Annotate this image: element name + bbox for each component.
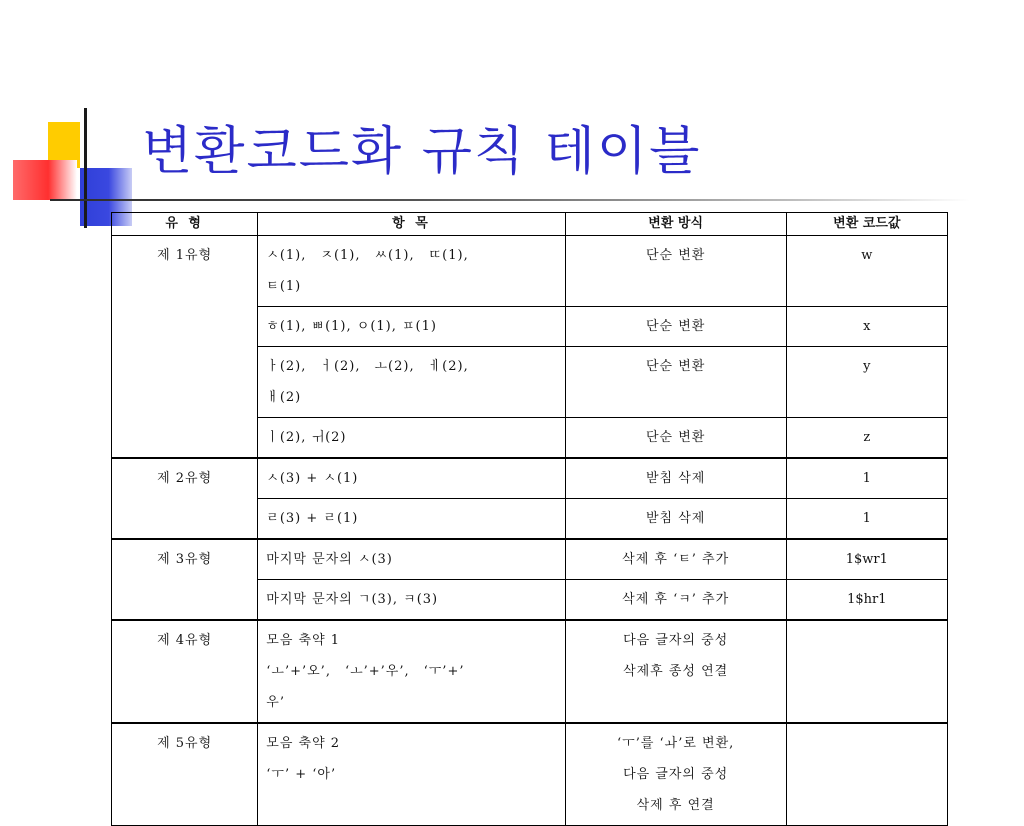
header-code: 변환 코드값 bbox=[786, 213, 947, 236]
code-cell: 1$hr1 bbox=[786, 580, 947, 621]
slide-title: 변환코드화 규칙 테이블 bbox=[142, 122, 702, 182]
method-cell: 삭제 후 ‘ㅌ’ 추가 bbox=[565, 539, 786, 580]
table-header-row bbox=[112, 213, 948, 236]
type-cell: 제 4유형 bbox=[112, 620, 258, 723]
decor-horizontal-rule bbox=[50, 199, 970, 201]
type-cell: 제 2유형 bbox=[112, 458, 258, 499]
code-cell: w bbox=[786, 236, 947, 307]
method-cell: 받침 삭제 bbox=[565, 499, 786, 540]
header-type: 유 형 bbox=[112, 213, 258, 236]
type-cell bbox=[112, 347, 258, 418]
method-cell: 삭제 후 ‘ㅋ’ 추가 bbox=[565, 580, 786, 621]
table-row bbox=[112, 723, 948, 826]
table-row bbox=[112, 458, 948, 499]
type-cell: 제 3유형 bbox=[112, 539, 258, 580]
type-cell bbox=[112, 418, 258, 459]
type-cell: 제 5유형 bbox=[112, 723, 258, 826]
code-cell bbox=[786, 620, 947, 723]
table-row bbox=[112, 580, 948, 621]
code-cell: 1 bbox=[786, 458, 947, 499]
code-cell bbox=[786, 723, 947, 826]
table-row bbox=[112, 347, 948, 418]
item-cell: 모음 축약 2 ‘ㅜ’ + ‘아’ bbox=[258, 723, 565, 826]
table-row bbox=[112, 499, 948, 540]
code-cell: z bbox=[786, 418, 947, 459]
method-cell: 단순 변환 bbox=[565, 236, 786, 307]
item-cell: 마지막 문자의 ㅅ(3) bbox=[258, 539, 565, 580]
item-cell: ㅅ(3) + ㅅ(1) bbox=[258, 458, 565, 499]
code-cell: 1$wr1 bbox=[786, 539, 947, 580]
item-cell: ㅎ(1), ㅃ(1), ㅇ(1), ㅍ(1) bbox=[258, 307, 565, 347]
table-row bbox=[112, 620, 948, 723]
method-cell: 다음 글자의 중성 삭제후 종성 연결 bbox=[565, 620, 786, 723]
code-cell: 1 bbox=[786, 499, 947, 540]
conversion-rule-table bbox=[111, 212, 948, 826]
method-cell: 단순 변환 bbox=[565, 347, 786, 418]
table-row bbox=[112, 418, 948, 459]
item-cell: 모음 축약 1 ‘ㅗ’+’오’, ‘ㅗ’+’우’, ‘ㅜ’+’ 우’ bbox=[258, 620, 565, 723]
type-cell bbox=[112, 499, 258, 540]
table-row bbox=[112, 236, 948, 307]
item-cell: ㅅ(1), ㅈ(1), ㅆ(1), ㄸ(1), ㅌ(1) bbox=[258, 236, 565, 307]
method-cell: 단순 변환 bbox=[565, 418, 786, 459]
decor-vertical-line bbox=[84, 108, 87, 228]
type-cell bbox=[112, 307, 258, 347]
method-cell: 단순 변환 bbox=[565, 307, 786, 347]
type-cell: 제 1유형 bbox=[112, 236, 258, 307]
code-cell: x bbox=[786, 307, 947, 347]
item-cell: 마지막 문자의 ㄱ(3), ㅋ(3) bbox=[258, 580, 565, 621]
method-cell: 받침 삭제 bbox=[565, 458, 786, 499]
item-cell: ㄹ(3) + ㄹ(1) bbox=[258, 499, 565, 540]
method-cell: ‘ㅜ’를 ‘ㅘ’로 변환, 다음 글자의 중성 삭제 후 연결 bbox=[565, 723, 786, 826]
decor-red-square bbox=[13, 160, 77, 200]
header-item: 항 목 bbox=[258, 213, 565, 236]
table-row bbox=[112, 539, 948, 580]
code-cell: y bbox=[786, 347, 947, 418]
item-cell: ㅏ(2), ㅓ(2), ㅗ(2), ㅔ(2), ㅐ(2) bbox=[258, 347, 565, 418]
table-row bbox=[112, 307, 948, 347]
header-method: 변환 방식 bbox=[565, 213, 786, 236]
type-cell bbox=[112, 580, 258, 621]
item-cell: ㅣ(2), ㅟ(2) bbox=[258, 418, 565, 459]
